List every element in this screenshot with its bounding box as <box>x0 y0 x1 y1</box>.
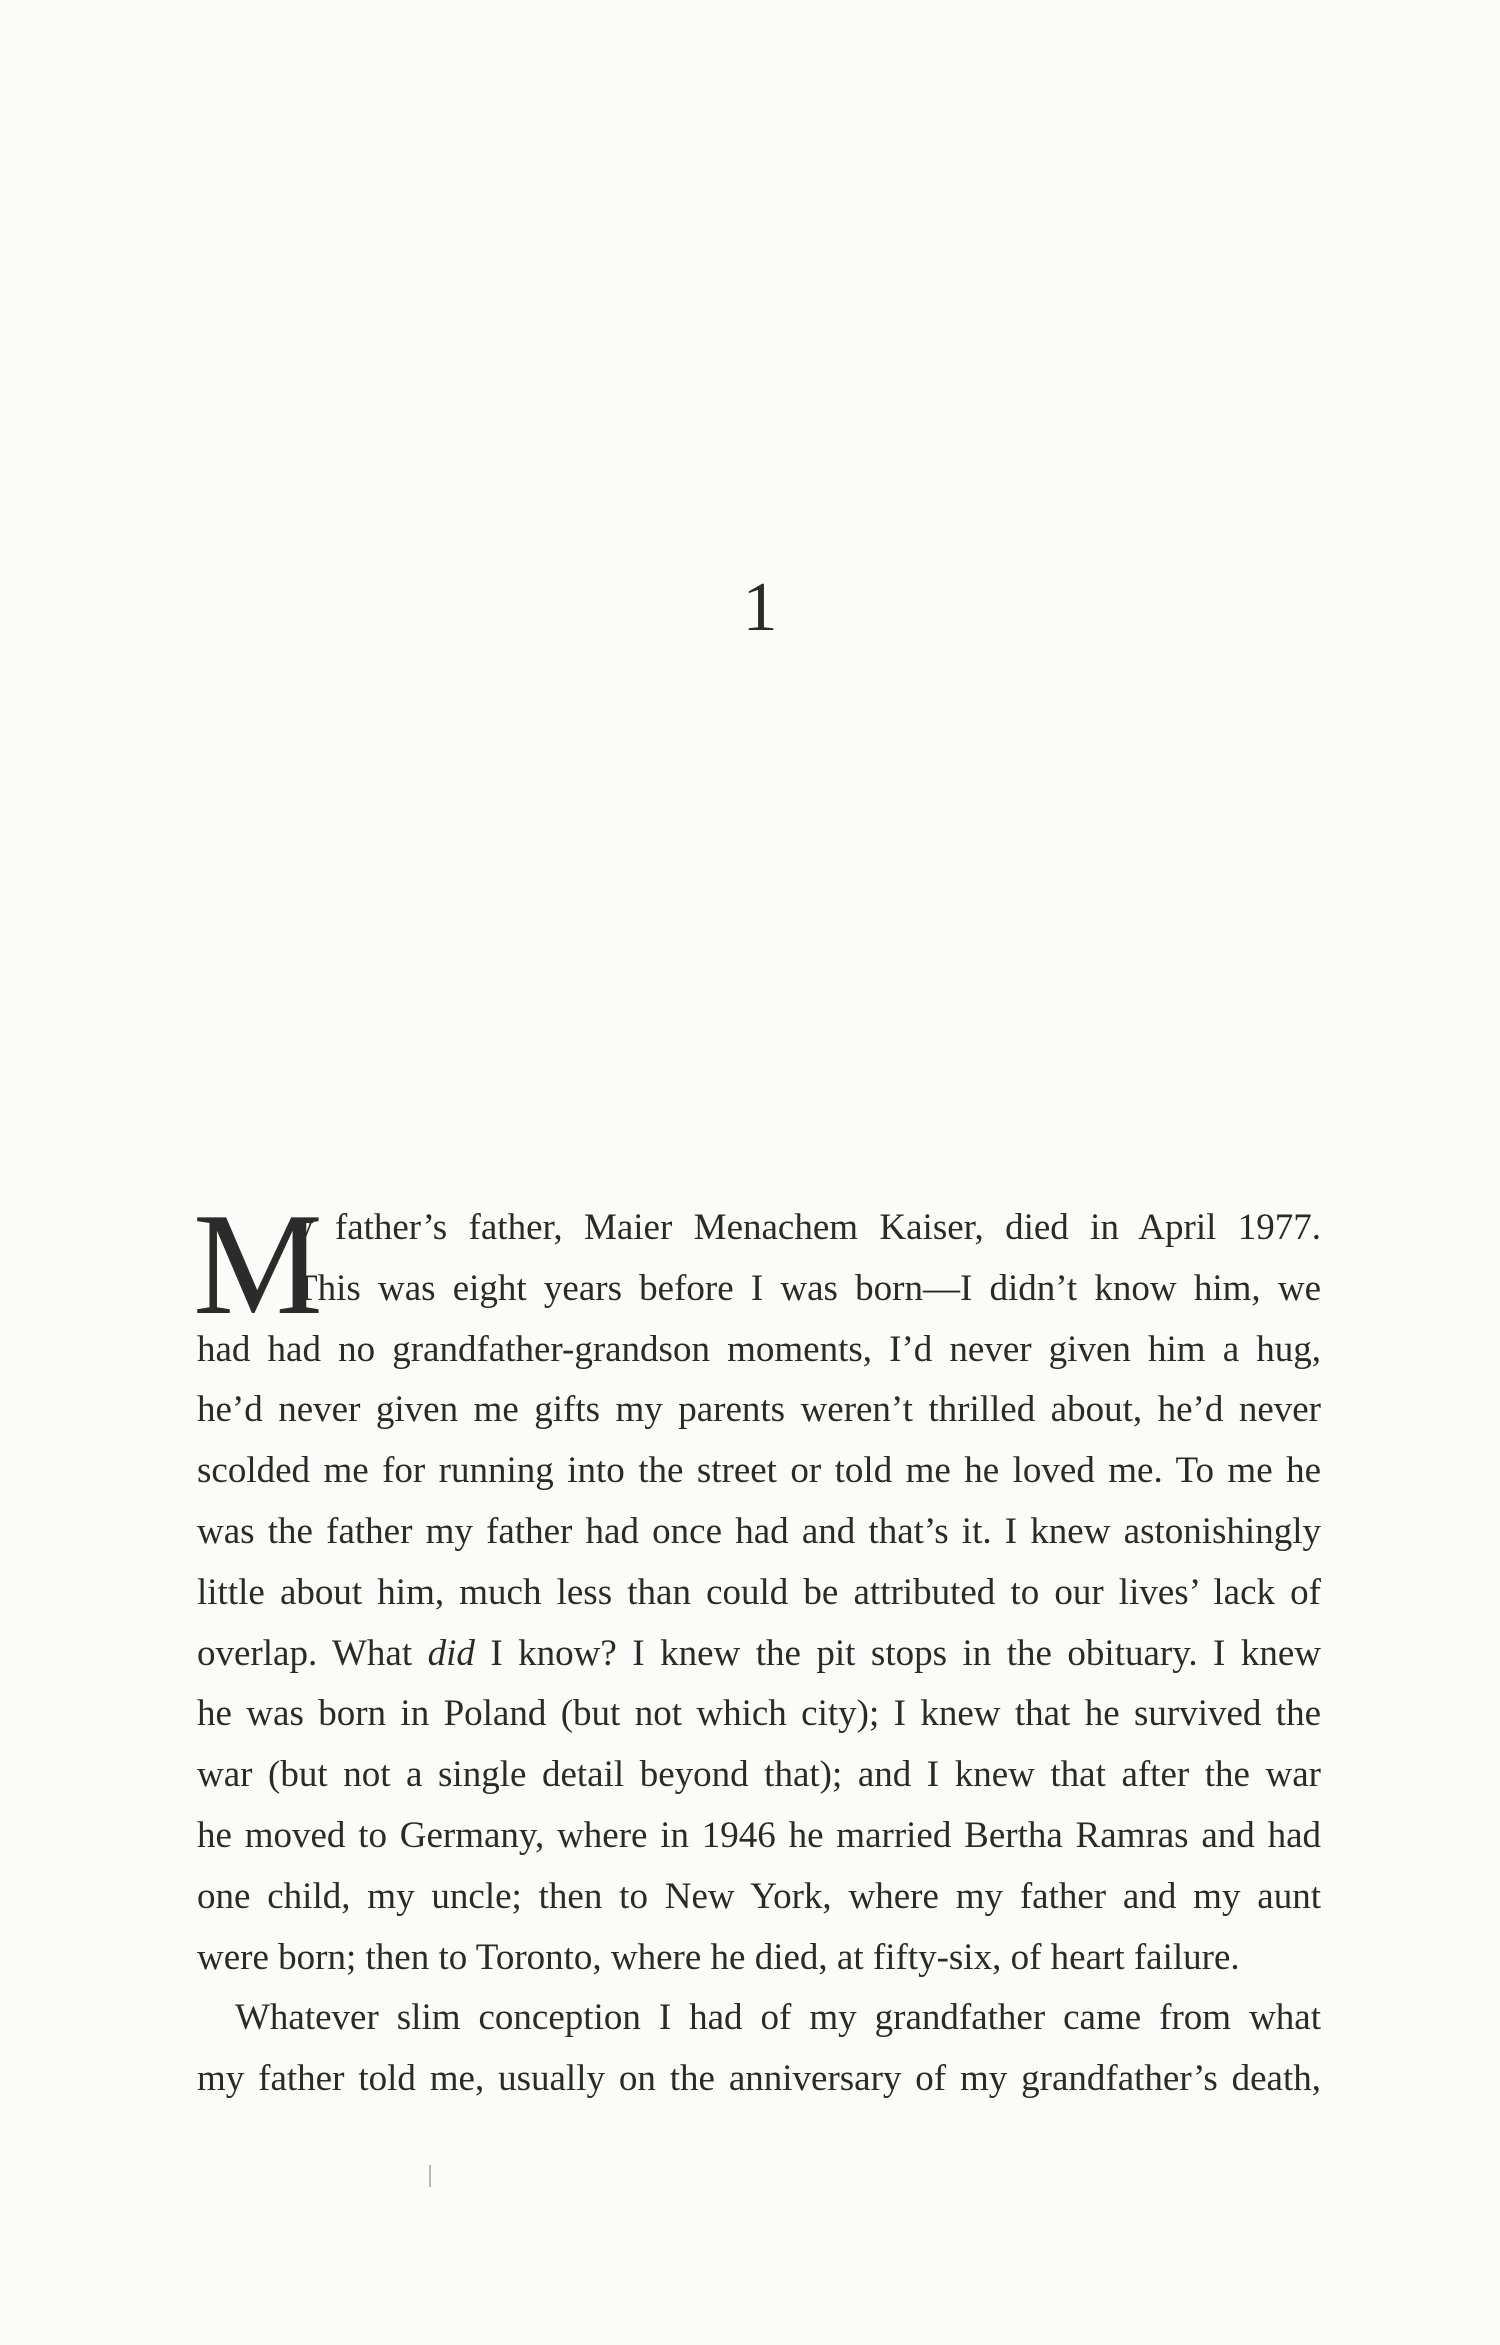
text-line: y father’s father, Maier Menachem Kaiser, died in April 1977. <box>295 1207 1321 1248</box>
italic-emphasis: did <box>427 1632 475 1674</box>
text-line <box>197 1624 1321 1685</box>
text-line: one child, my uncle; then to New York, where my father and my aunt <box>197 1875 1321 1917</box>
text-line: my father told me, usually on the anniversary of my grandfather’s death, <box>197 2058 1321 2100</box>
text-segment: I know? I knew the pit stops in the obituary. I knew <box>474 1632 1321 1674</box>
chapter-number: 1 <box>742 569 778 646</box>
text-line: was the father my father had once had and that’s it. I knew astonishingly <box>197 1510 1321 1552</box>
text-line: he moved to Germany, where in 1946 he married Bertha Ramras and had <box>197 1814 1321 1856</box>
text-line: Whatever slim conception I had of my grandfather came from what <box>235 1997 1321 2039</box>
text-line: had had no grandfather-grandson moments, I’d never given him a hug, <box>197 1328 1321 1370</box>
text-line: were born; then to Toronto, where he died, at fifty-six, of heart failure. <box>197 1936 1240 1978</box>
paragraph-2 <box>197 1988 1321 2110</box>
text-segment: overlap. What <box>197 1632 428 1674</box>
drop-cap: M <box>193 1183 323 1345</box>
text-line: This was eight years before I was born—I didn’t know him, we <box>295 1267 1321 1309</box>
paragraph-1 <box>193 1183 1321 1988</box>
text-line: scolded me for running into the street or told me he loved me. To me he <box>197 1450 1321 1492</box>
text-line: war (but not a single detail beyond that); and I knew that after the war <box>197 1754 1321 1796</box>
scan-mark <box>429 2165 431 2187</box>
text-line: he was born in Poland (but not which city); I knew that he survived the <box>197 1693 1321 1735</box>
text-line: he’d never given me gifts my parents weren’t thrilled about, he’d never <box>197 1389 1321 1431</box>
body-text <box>193 1183 1321 2110</box>
text-line: little about him, much less than could be attributed to our lives’ lack of <box>197 1571 1321 1613</box>
